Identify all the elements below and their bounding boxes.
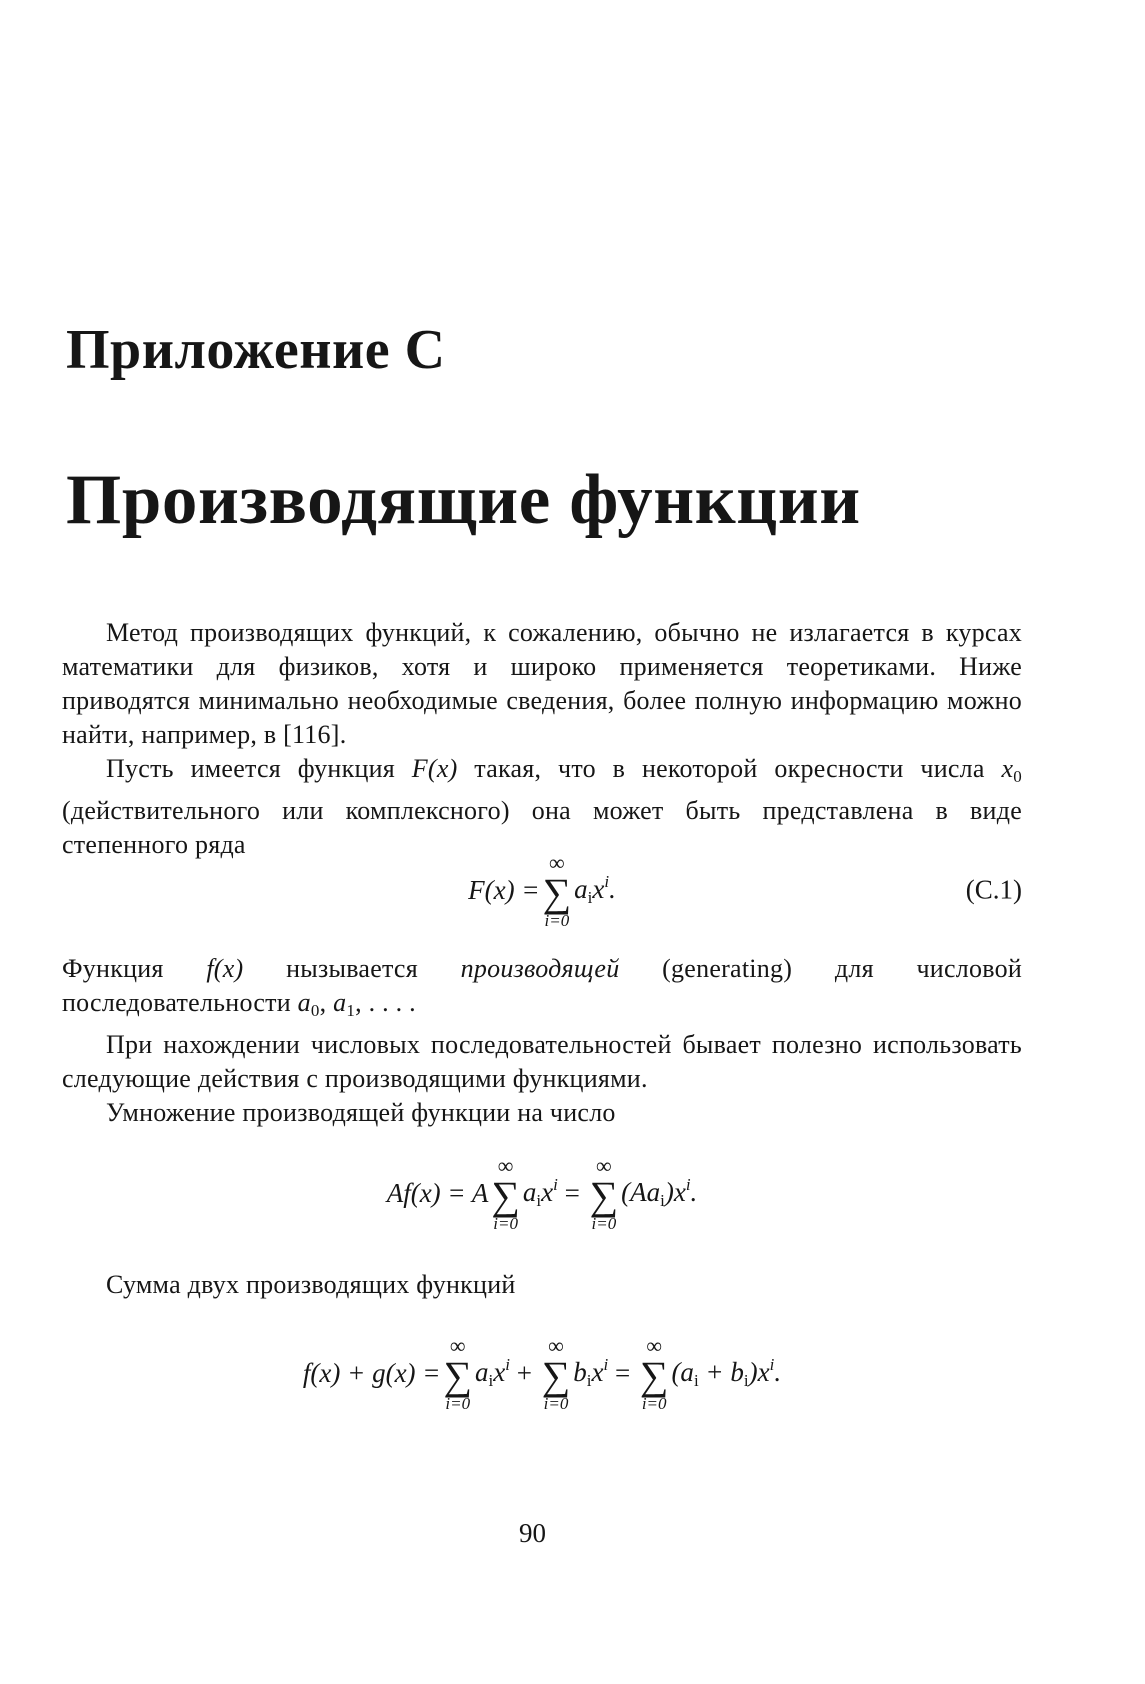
sum-operator: ∞ ∑ i=0: [589, 1152, 619, 1233]
page-number: 90: [519, 1518, 546, 1548]
equation-multiplication: Af(x) = A ∞ ∑ i=0 $a_ix^i$ = ∞ ∑ i=0 $(Aa_i)x^i$.: [386, 1152, 698, 1233]
paragraph-sum: Сумма двух производящих функций: [106, 1270, 516, 1299]
equation-sum: f(x) + g(x) = ∞ ∑ i=0 $a_ix^i$ + ∞ ∑ i=0 $b_ix^i$ = ∞ ∑ i=0 $(a_i + b_i)x^i$.: [302, 1332, 782, 1413]
sum-operator: ∞ ∑ i=0: [639, 1332, 669, 1413]
paragraph-generating-definition: Функция f(x) нызывается производящей (generating) для числовой последовательности $a_0$, $a_1$, . . . .: [62, 954, 1022, 1020]
paragraph-multiplication: Умножение производящей функции на число: [106, 1098, 616, 1127]
appendix-heading: Приложение С: [66, 319, 446, 381]
paragraph-operations: При нахождении числовых последовательностей бывает полезно использовать следующие действия с производящими функциями.: [62, 1030, 1022, 1093]
paragraph-function-definition: Пусть имеется функция F(x) такая, что в некоторой окресности числа $x_0$ (действительного или комплексного) она может быть представлена в виде степенного ряда: [62, 754, 1022, 859]
sum-operator: ∞ ∑ i=0: [542, 849, 572, 930]
sum-block: [62, 1268, 1022, 1302]
equation-number: (C.1): [965, 874, 1022, 905]
equation-c1: F(x) = ∞ ∑ i=0 $a_ix^i$. (C.1): [468, 849, 1022, 930]
sum-operator: ∞ ∑ i=0: [541, 1332, 571, 1413]
sum-operator: ∞ ∑ i=0: [443, 1332, 473, 1413]
sum-operator: ∞ ∑ i=0: [491, 1152, 520, 1233]
eq1-lhs: F(x) =: [468, 874, 540, 905]
chapter-title: Производящие функции: [66, 461, 861, 539]
paragraph-intro: Метод производящих функций, к сожалению, обычно не излагается в курсах математики для физиков, хотя и широко применяется теоретиками. Ниже приводятся минимально необходимые сведения, более полную информацию можно найти, например, в [116].: [62, 618, 1022, 749]
definition-block: [62, 952, 1022, 1130]
intro-block: [62, 616, 1022, 862]
